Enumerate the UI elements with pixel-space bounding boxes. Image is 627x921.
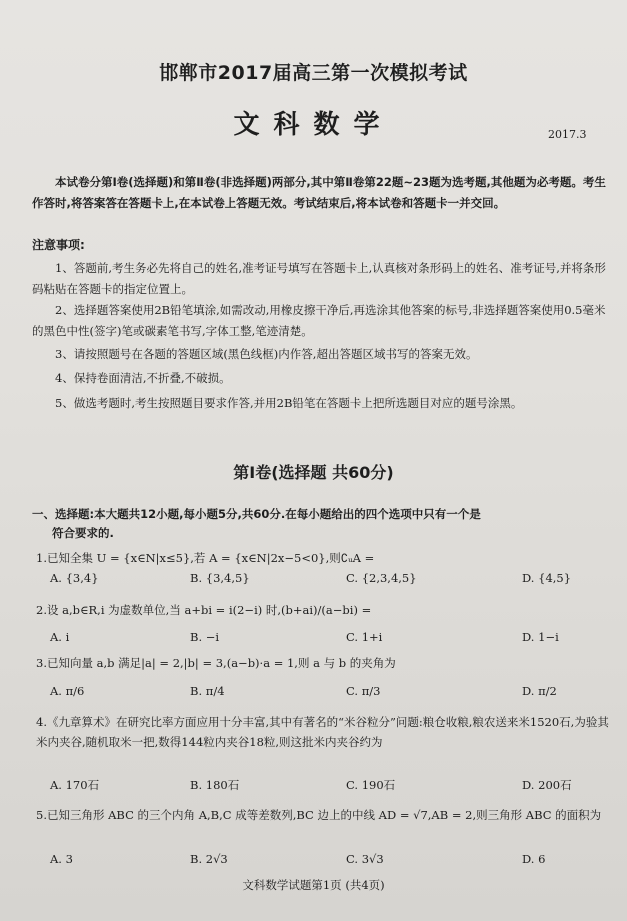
- page-footer: 文科数学试题第1页 (共4页): [242, 878, 385, 892]
- exam-title: 邯郸市2017届高三第一次模拟考试: [159, 62, 468, 84]
- question-4-stem: 4.《九章算术》在研究比率方面应用十分丰富,其中有著名的“米谷粒分”问题:粮仓收粮,粮农送来米1520石,为验其米内夹谷,随机取米一把,数得144粒内夹谷18粒,则这批米内夹谷约为: [36, 715, 609, 749]
- notice-item-1: 1、答题前,考生务必先将自己的姓名,准考证号填写在答题卡上,认真核对条形码上的姓名、准考证号,并将条形码粘贴在答题卡的指定位置上。: [32, 261, 606, 296]
- notice-item-4: 4、保持卷面清洁,不折叠,不破损。: [55, 371, 231, 385]
- question-5-option-a: A. 3: [50, 852, 73, 866]
- question-4-option-c: C. 190石: [346, 778, 396, 792]
- subject-title: 文科数学: [233, 110, 394, 140]
- question-2-option-b: B. −i: [190, 630, 220, 644]
- notice-item-3: 3、请按照题号在各题的答题区域(黑色线框)内作答,超出答题区域书写的答案无效。: [55, 347, 478, 361]
- question-2-option-c: C. 1+i: [346, 630, 383, 644]
- section-title: 第Ⅰ卷(选择题 共60分): [233, 463, 394, 482]
- question-1-stem: 1.已知全集 U = {x∈N|x≤5},若 A = {x∈N|2x−5<0},则∁ᵤA =: [36, 551, 375, 565]
- question-3-option-c: C. π/3: [346, 684, 381, 698]
- notice-heading: 注意事项:: [32, 238, 85, 252]
- question-2-option-a: A. i: [50, 630, 70, 644]
- question-1-option-d: D. {4,5}: [522, 571, 572, 585]
- question-2-option-d: D. 1−i: [522, 630, 559, 644]
- exam-date: 2017.3: [548, 128, 587, 141]
- question-2-stem: 2.设 a,b∈R,i 为虚数单位,当 a+bi = i(2−i) 时,(b+ai)/(a−bi) =: [36, 603, 372, 617]
- question-5-option-b: B. 2√3: [190, 852, 228, 866]
- question-1-option-a: A. {3,4}: [50, 571, 99, 585]
- question-3-option-a: A. π/6: [50, 684, 85, 698]
- question-1-option-c: C. {2,3,4,5}: [346, 571, 417, 585]
- question-1-option-b: B. {3,4,5}: [190, 571, 250, 585]
- part-heading: [32, 505, 617, 543]
- question-5-stem: 5.已知三角形 ABC 的三个内角 A,B,C 成等差数列,BC 边上的中线 AD = √7,AB = 2,则三角形 ABC 的面积为: [36, 808, 602, 822]
- part-heading-line1: 一、选择题:本大题共12小题,每小题5分,共60分.在每小题给出的四个选项中只有一个是: [32, 507, 481, 521]
- notice-item-5: 5、做选考题时,考生按照题目要求作答,并用2B铅笔在答题卡上把所选题目对应的题号涂黑。: [55, 396, 523, 410]
- question-5-option-c: C. 3√3: [346, 852, 384, 866]
- question-4-option-a: A. 170石: [50, 778, 100, 792]
- notice-item-2: 2、选择题答案使用2B铅笔填涂,如需改动,用橡皮擦干净后,再选涂其他答案的标号,非选择题答案使用0.5毫米的黑色中性(签字)笔或碳素笔书写,字体工整,笔迹清楚。: [32, 303, 606, 338]
- question-3-option-b: B. π/4: [190, 684, 225, 698]
- question-4-option-b: B. 180石: [190, 778, 240, 792]
- intro-paragraph: 本试卷分第Ⅰ卷(选择题)和第Ⅱ卷(非选择题)两部分,其中第Ⅱ卷第22题~23题为选考题,其他题为必考题。考生作答时,将答案答在答题卡上,在本试卷上答题无效。考试结束后,将本试卷和答题卡一并交回。: [32, 175, 606, 210]
- question-3-stem: 3.已知向量 a,b 满足|a| = 2,|b| = 3,(a−b)·a = 1,则 a 与 b 的夹角为: [36, 656, 396, 670]
- question-3-option-d: D. π/2: [522, 684, 557, 698]
- question-5-option-d: D. 6: [522, 852, 546, 866]
- question-4-option-d: D. 200石: [522, 778, 572, 792]
- part-heading-line2: 符合要求的.: [52, 526, 114, 540]
